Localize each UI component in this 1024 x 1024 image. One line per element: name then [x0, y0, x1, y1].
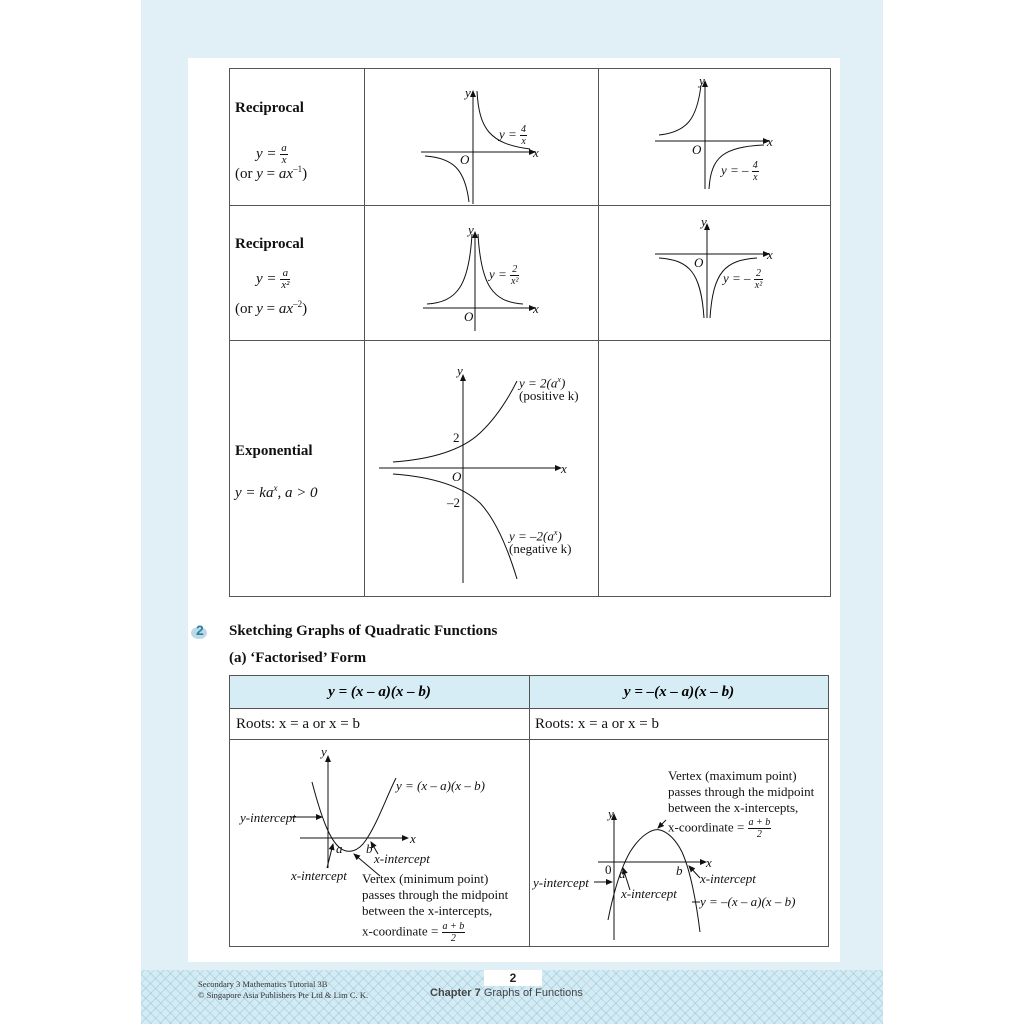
root-b-label: b [366, 841, 373, 856]
vertex-note-line: passes through the midpoint [668, 784, 815, 799]
axis-y-label: y [699, 73, 705, 88]
origin-label: O [464, 309, 474, 324]
graph-reciprocal-negative [599, 69, 830, 205]
origin-label: O [452, 469, 462, 484]
root-a-label: a [336, 841, 343, 856]
axis-y-label: y [701, 214, 707, 229]
formula-exponential: $y = ka^x$, a > 0 [235, 483, 318, 501]
vertex-note-line: between the x-intercepts, [668, 800, 799, 815]
axis-y-label: y [457, 363, 463, 378]
section-title: Sketching Graphs of Quadratic Functions [229, 623, 498, 639]
graph-quadratic-positive [230, 740, 529, 946]
curve-label: y = – $\frac{4}{x}$ [721, 160, 758, 183]
axis-y-label: y [468, 222, 474, 237]
formula-reciprocal-2: y = $\frac{a}{\text{x²}}$ [256, 267, 290, 291]
row-title-exponential: Exponential [235, 443, 313, 459]
alt-formula-reciprocal-1: (or $y = ax^{-1}$) [235, 164, 308, 182]
curve-label: y = (x – a)(x – b) [396, 778, 485, 793]
curve-label: y = $\frac{4}{x}$ [499, 124, 527, 147]
note-negative-k: (negative k) [509, 541, 572, 556]
footer-book-title: Secondary 3 Mathematics Tutorial 3B [198, 979, 328, 989]
section-subtitle: (a) ‘Factorised’ Form [229, 650, 367, 666]
y-intercept-label: y-intercept [533, 875, 589, 890]
col-header-positive: y = (x – a)(x – b) [229, 675, 530, 709]
note-positive-k: (positive k) [519, 388, 579, 403]
vertex-note-line: Vertex (minimum point) [362, 871, 489, 886]
alt-formula-reciprocal-2: (or $y = ax^{-2}$) [235, 299, 308, 317]
x-intercept-left-label: x-intercept [291, 868, 347, 883]
x-intercept-right-label: x-intercept [700, 871, 756, 886]
curve-label: y = – $\frac{2}{\text{x²}}$ [723, 268, 763, 291]
section-number: 2 [196, 622, 204, 638]
formula-reciprocal-1: y = $\frac{a}{x}$ [256, 142, 287, 166]
axis-x-label: x [767, 134, 773, 149]
axis-x-label: x [706, 855, 712, 870]
axis-x-label: x [561, 461, 567, 476]
axis-x-label: x [767, 247, 773, 262]
axis-y-label: y [321, 744, 327, 759]
axis-y-label: y [608, 806, 614, 821]
page-number: 2 [484, 970, 542, 986]
vertex-note-line: Vertex (maximum point) [668, 768, 797, 783]
axis-y-label: y [465, 85, 471, 100]
origin-label: O [692, 142, 702, 157]
graph-exponential [365, 341, 598, 596]
graph-reciprocal-positive [365, 69, 598, 205]
x-intercept-left-label: x-intercept [621, 886, 677, 901]
section-number-badge [190, 622, 212, 640]
vertex-note-line: between the x-intercepts, [362, 903, 493, 918]
axis-x-label: x [410, 831, 416, 846]
y-intercept-label: y-intercept [240, 810, 296, 825]
graph-inverse-square-negative [599, 206, 830, 340]
origin-label: O [460, 152, 470, 167]
tick-label-minus-2: –2 [447, 495, 460, 510]
graph-quadratic-negative [530, 740, 828, 946]
origin-label: O [694, 255, 704, 270]
x-intercept-right-label: x-intercept [374, 851, 430, 866]
origin-zero-label: 0 [605, 862, 612, 877]
curve-label-positive: $y = 2(a^x)$ [519, 375, 566, 391]
vertex-coordinate: x-coordinate = $\frac{a + b}{2}$ [668, 817, 771, 840]
vertex-note-line: passes through the midpoint [362, 887, 509, 902]
col-header-negative: y = –(x – a)(x – b) [529, 675, 829, 709]
footer-chapter: Chapter 7 Graphs of Functions [430, 987, 583, 999]
root-b-label: b [676, 863, 683, 878]
footer-copyright: © Singapore Asia Publishers Pte Ltd & Lim C. K. [198, 990, 369, 1000]
graph-inverse-square-positive [365, 206, 598, 340]
curve-label: y = –(x – a)(x – b) [700, 894, 796, 909]
roots-right: Roots: x = a or x = b [535, 716, 659, 732]
curve-label: y = $\frac{2}{\text{x²}}$ [489, 264, 519, 287]
roots-left: Roots: x = a or x = b [236, 716, 360, 732]
row-title-reciprocal-2: Reciprocal [235, 236, 304, 252]
axis-x-label: x [533, 301, 539, 316]
curve-label-negative: $y = -2(a^x)$ [509, 528, 562, 544]
tick-label-2: 2 [453, 430, 460, 445]
row-title-reciprocal-1: Reciprocal [235, 100, 304, 116]
axis-x-label: x [533, 145, 539, 160]
root-a-label: a [619, 866, 626, 881]
vertex-coordinate: x-coordinate = $\frac{a + b}{2}$ [362, 921, 465, 944]
